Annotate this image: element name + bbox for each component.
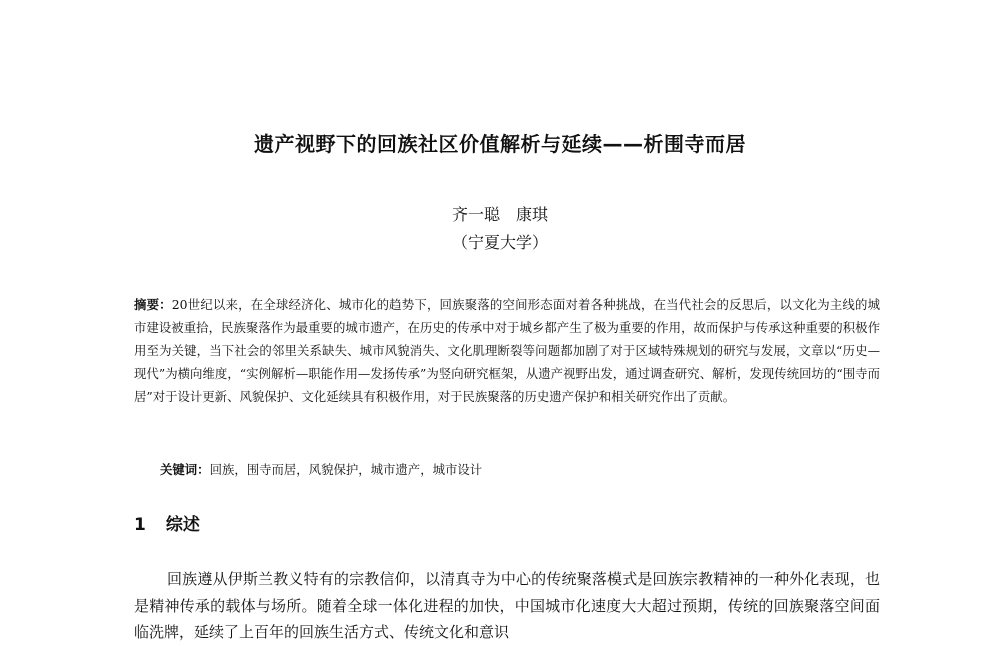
section-heading xyxy=(134,510,200,535)
body-paragraph: 回族遵从伊斯兰教义特有的宗教信仰，以清真寺为中心的传统聚落模式是回族宗教精神的一种外化表现，也是精神传承的载体与场所。随着全球一体化进程的加快，中国城市化速度大大超过预期，传统的回族聚落空间面临洗牌，延续了上百年的回族生活方式、传统文化和意识 xyxy=(134,570,880,641)
keywords-text: 回族，围寺而居，风貌保护，城市遗产，城市设计 xyxy=(209,462,483,477)
keywords-label: 关键词： xyxy=(160,462,210,477)
section-number: 1 xyxy=(134,515,146,535)
abstract-text: 20世纪以来，在全球经济化、城市化的趋势下，回族聚落的空间形态面对着各种挑战，在当代社会的反思后，以文化为主线的城市建设被重拾，民族聚落作为最重要的城市遗产，在历史的传承中对于城乡都产生了极为重要的作用，故而保护与传承这种重要的积极作用至为关键，当下社会的邻里关系缺失、城市风貌消失、文化肌理断裂等问题都加剧了对于区域特殊规划的研究与发展，文章以“历史—现代”为横向维度，“实例解析—职能作用—发扬传承”为竖向研究框架，从遗产视野出发，通过调查研究、解析，发现传统回坊的“围寺而居”对于设计更新、风貌保护、文化延续具有积极作用，对于民族聚落的历史遗产保护和相关研究作出了贡献。 xyxy=(134,297,880,405)
paper-title: 遗产视野下的回族社区价值解析与延续——析围寺而居 xyxy=(254,132,746,156)
section-title: 综述 xyxy=(165,515,200,535)
paper-authors: 齐一聪 康琪 xyxy=(451,205,548,224)
abstract-label: 摘要： xyxy=(134,297,172,312)
paper-affiliation: （宁夏大学） xyxy=(451,233,548,252)
abstract-block xyxy=(134,293,880,408)
keywords-block xyxy=(160,458,880,481)
